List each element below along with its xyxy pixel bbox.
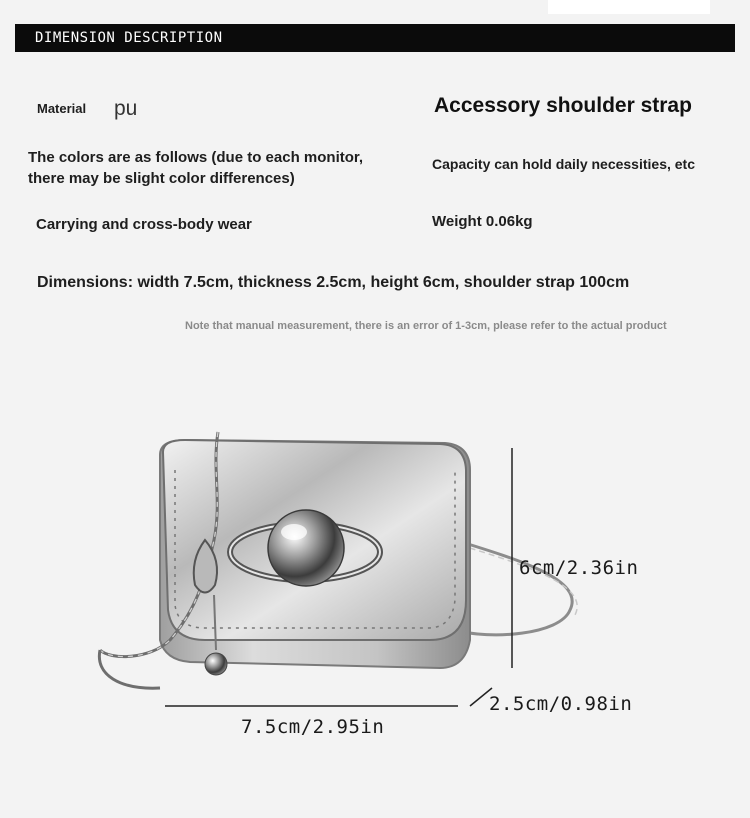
top-strip <box>548 0 710 14</box>
header-bar <box>15 24 735 52</box>
product-image <box>0 380 750 818</box>
width-measure-label: 7.5cm/2.95in <box>241 716 385 738</box>
dimensions-text: Dimensions: width 7.5cm, thickness 2.5cm, height 6cm, shoulder strap 100cm <box>37 274 630 291</box>
material-label: Material <box>37 101 87 116</box>
orb-ball <box>268 510 344 586</box>
depth-measure-label: 2.5cm/0.98in <box>489 693 633 715</box>
measurement-note: Note that manual measurement, there is an error of 1-3cm, please refer to the actual product <box>185 320 667 332</box>
height-measure-label: 6cm/2.36in <box>519 557 639 579</box>
carrying-text: Carrying and cross-body wear <box>36 216 252 233</box>
capacity-text: Capacity can hold daily necessities, etc <box>432 156 695 172</box>
strap-title: Accessory shoulder strap <box>434 94 692 117</box>
weight-text: Weight 0.06kg <box>432 213 533 230</box>
material-value: pu <box>114 97 138 120</box>
colors-note: The colors are as follows (due to each monitor, there may be slight color differences) <box>28 149 364 187</box>
right-chain <box>455 540 577 635</box>
header-title: DIMENSION DESCRIPTION <box>35 30 223 46</box>
